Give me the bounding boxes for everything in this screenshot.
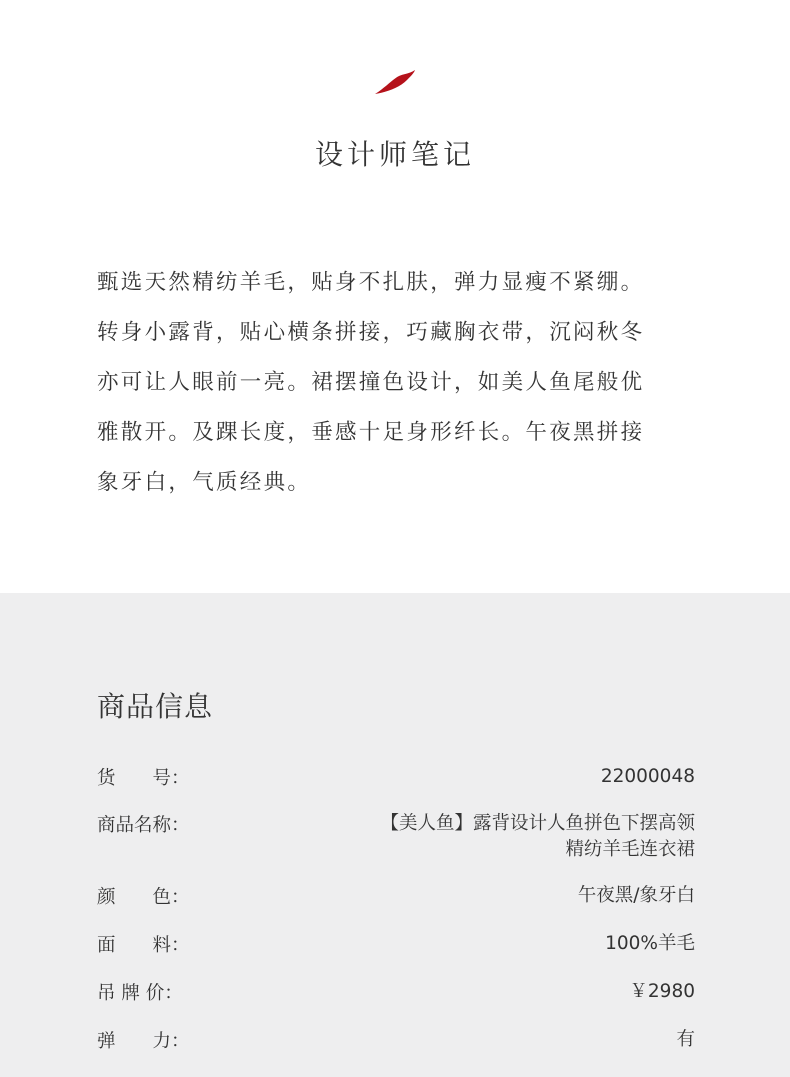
- color-label: 颜 色：: [97, 887, 190, 908]
- notes-line: 雅散开。及踝长度，垂感十足身形纤长。午夜黑拼接: [97, 420, 645, 445]
- product-name-line: 【美人鱼】露背设计人鱼拼色下摆高领: [380, 813, 695, 834]
- red-brushstroke-icon: [373, 68, 417, 96]
- designer-notes-text: [97, 258, 697, 508]
- notes-line: 象牙白，气质经典。: [97, 470, 312, 495]
- notes-line: 甄选天然精纺羊毛，贴身不扎肤，弹力显瘦不紧绷。: [97, 270, 645, 295]
- product-name-value: [380, 811, 695, 863]
- fabric-label: 面 料：: [97, 935, 190, 956]
- tag-price-value: ￥2980: [629, 981, 695, 1002]
- elasticity-value: 有: [676, 1029, 695, 1050]
- sku-label: 货 号：: [97, 768, 190, 789]
- product-name-label: 商品名称：: [97, 815, 190, 836]
- sku-value: 22000048: [600, 766, 695, 787]
- notes-line: 亦可让人眼前一亮。裙摆撞色设计，如美人鱼尾般优: [97, 370, 645, 395]
- designer-notes-title: 设计师笔记: [314, 138, 475, 171]
- tag-price-label: 吊 牌 价：: [97, 983, 183, 1004]
- product-name-line: 精纺羊毛连衣裙: [565, 839, 695, 860]
- product-info-section: [0, 593, 790, 1077]
- elasticity-label: 弹 力：: [97, 1031, 190, 1052]
- product-info-title: 商品信息: [97, 690, 214, 723]
- fabric-value: 100%羊毛: [605, 933, 695, 954]
- color-value: 午夜黑/象牙白: [577, 885, 695, 906]
- notes-line: 转身小露背，贴心横条拼接，巧藏胸衣带，沉闷秋冬: [97, 320, 645, 345]
